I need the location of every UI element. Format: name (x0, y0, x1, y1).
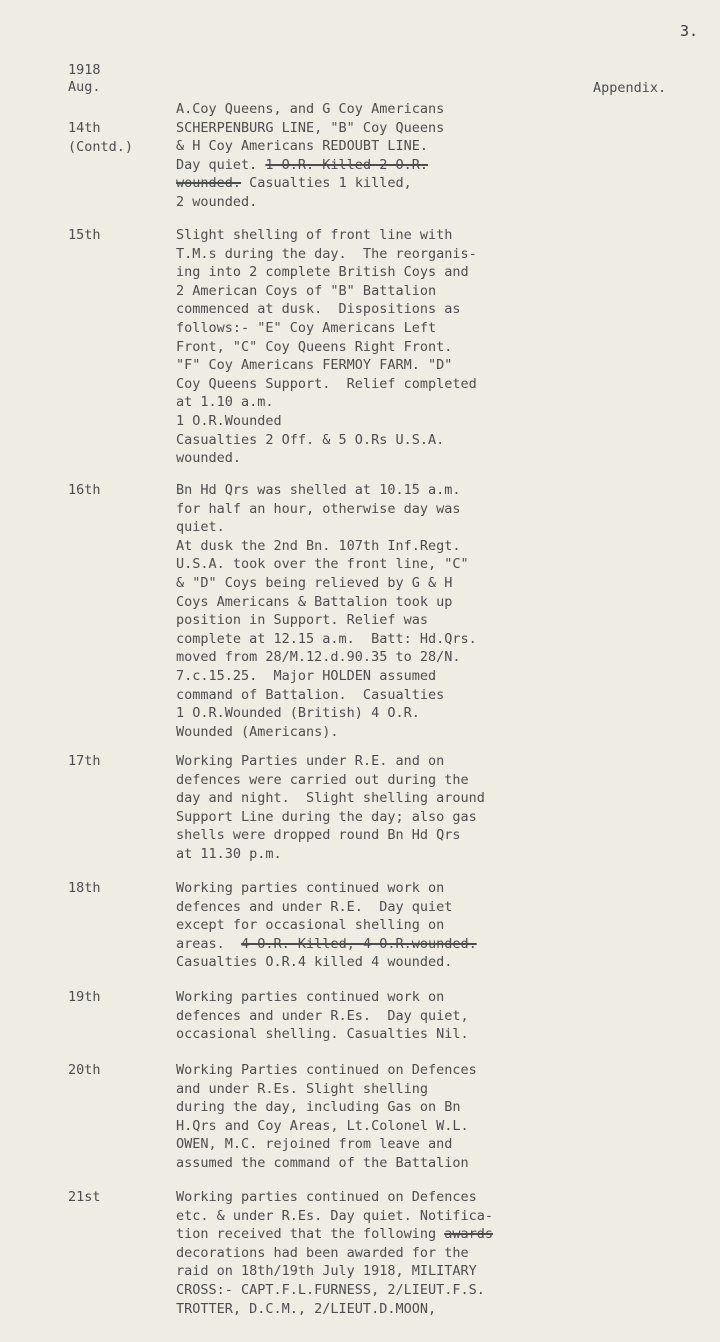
line-text: Working Parties under R.E. and on (176, 753, 445, 769)
entry-line (176, 156, 616, 175)
line-text: assumed the command of the Battalion (176, 1154, 469, 1171)
entry-date: 14th (Contd.) (68, 120, 134, 155)
line-text: Working Parties continued on Defences (176, 1062, 477, 1078)
entry-line (176, 481, 616, 500)
entry-text (176, 752, 616, 864)
entry-line (176, 137, 616, 156)
line-text: CROSS:- CAPT.F.L.FURNESS, 2/LIEUT.F.S. (176, 1281, 485, 1298)
line-text: TROTTER, D.C.M., 2/LIEUT.D.MOON, (176, 1300, 437, 1317)
entry-line (176, 555, 616, 574)
line-text: defences and under R.E. Day quiet (176, 898, 453, 915)
entry-line (176, 808, 616, 827)
line-text: Day quiet. (176, 156, 266, 173)
entry-line (176, 845, 616, 864)
entry-line (176, 935, 616, 954)
entry-line (176, 518, 616, 537)
entry-line (176, 574, 616, 593)
entry-line (176, 1098, 616, 1117)
entry-line (176, 1300, 616, 1319)
entry-line (176, 1080, 616, 1099)
line-text: tion received that the following (176, 1226, 445, 1243)
entry-date: 15th (68, 227, 101, 243)
entry-date: 21st (68, 1189, 101, 1205)
line-text: command of Battalion. Casualties (176, 686, 445, 703)
entry-line (176, 1154, 616, 1173)
entry-text (176, 226, 616, 468)
entry-text (176, 988, 616, 1044)
entry-text (176, 1188, 616, 1318)
line-text: etc. & under R.Es. Day quiet. Notifica- (176, 1207, 493, 1224)
line-text: Support Line during the day; also gas (176, 808, 477, 825)
line-text: position in Support. Relief was (176, 612, 428, 629)
entry-line (176, 282, 616, 301)
line-text: Working parties continued work on (176, 880, 445, 896)
entry-line (176, 193, 616, 212)
line-text: & "D" Coys being relieved by G & H (176, 574, 453, 591)
line-text: Wounded (Americans). (176, 723, 339, 740)
entry-line (176, 771, 616, 790)
entry-line (176, 789, 616, 808)
month-label: Aug. (68, 79, 101, 95)
line-text: 2 American Coys of "B" Battalion (176, 282, 437, 299)
entry-line (176, 1061, 616, 1080)
line-text: day and night. Slight shelling around (176, 790, 485, 807)
entry-line (176, 263, 616, 282)
entry-line (176, 1207, 616, 1226)
line-text: Bn Hd Qrs was shelled at 10.15 a.m. (176, 482, 461, 498)
line-text: quiet. (176, 519, 225, 536)
line-text: at 1.10 a.m. (176, 394, 274, 411)
entry-line (176, 100, 616, 119)
entry-line (176, 1117, 616, 1136)
line-text: Working parties continued on Defences (176, 1189, 477, 1205)
line-text: commenced at dusk. Dispositions as (176, 301, 461, 318)
entry-line (176, 356, 616, 375)
line-text: Front, "C" Coy Queens Right Front. (176, 338, 453, 355)
line-text: 2 wounded. (176, 193, 258, 210)
line-text: and under R.Es. Slight shelling (176, 1080, 428, 1097)
entry-line (176, 1025, 616, 1044)
line-text: raid on 18th/19th July 1918, MILITARY (176, 1263, 477, 1280)
entry-line (176, 226, 616, 245)
entry-line (176, 245, 616, 264)
entry-line (176, 1007, 616, 1026)
entry-line (176, 174, 616, 193)
entry-date: 17th (68, 753, 101, 769)
entry-line (176, 119, 616, 138)
line-text: defences were carried out during the (176, 771, 469, 788)
entry-line (176, 879, 616, 898)
entry-line (176, 1225, 616, 1244)
entry-line (176, 449, 616, 468)
line-text: shells were dropped round Bn Hd Qrs (176, 827, 461, 844)
entry-text (176, 481, 616, 741)
entry-line (176, 412, 616, 431)
entry-line (176, 537, 616, 556)
entry-line (176, 393, 616, 412)
line-text: follows:- "E" Coy Americans Left (176, 319, 437, 336)
entry-date: 19th (68, 989, 101, 1005)
line-text: Casualties O.R.4 killed 4 wounded. (176, 954, 453, 971)
entry-line (176, 593, 616, 612)
entry-text (176, 1061, 616, 1173)
line-text: U.S.A. took over the front line, "C" (176, 556, 469, 573)
entry-line (176, 1135, 616, 1154)
page-number: 3. (680, 22, 699, 40)
line-text: Casualties 2 Off. & 5 O.Rs U.S.A. (176, 431, 445, 448)
line-text: Slight shelling of front line with (176, 227, 453, 243)
line-text: Working parties continued work on (176, 989, 445, 1005)
line-text: OWEN, M.C. rejoined from leave and (176, 1136, 453, 1153)
entry-text (176, 879, 616, 972)
entry-line (176, 1188, 616, 1207)
entry-line (176, 686, 616, 705)
year-label: 1918 (68, 62, 101, 78)
entry-line (176, 752, 616, 771)
line-text: at 11.30 p.m. (176, 845, 282, 862)
entry-line (176, 611, 616, 630)
entry-line (176, 1244, 616, 1263)
line-text: "F" Coy Americans FERMOY FARM. "D" (176, 357, 453, 374)
entry-date: 20th (68, 1062, 101, 1078)
line-text: 1 O.R.Wounded (British) 4 O.R. (176, 705, 420, 722)
entry-line (176, 648, 616, 667)
line-text: complete at 12.15 a.m. Batt: Hd.Qrs. (176, 630, 477, 647)
entry-line (176, 723, 616, 742)
line-text: occasional shelling. Casualties Nil. (176, 1026, 469, 1043)
struck-out-text: 1-O.R.-Killed-2-O.R. (265, 156, 428, 173)
line-text: A.Coy Queens, and G Coy Americans (176, 101, 445, 117)
line-text: decorations had been awarded for the (176, 1244, 469, 1261)
entry-line (176, 500, 616, 519)
line-text: during the day, including Gas on Bn (176, 1099, 461, 1116)
line-text: H.Qrs and Coy Areas, Lt.Colonel W.L. (176, 1117, 469, 1134)
line-text: 7.c.15.25. Major HOLDEN assumed (176, 667, 437, 684)
struck-out-text: awards (444, 1226, 493, 1243)
entry-line (176, 898, 616, 917)
entry-line (176, 704, 616, 723)
entry-line (176, 1262, 616, 1281)
entry-line (176, 667, 616, 686)
entry-line (176, 431, 616, 450)
line-text: wounded. (176, 450, 242, 467)
entry-line (176, 338, 616, 357)
struck-out-text: 4-O.R.-Killed,-4-O.R.wounded. (241, 935, 477, 952)
line-text: At dusk the 2nd Bn. 107th Inf.Regt. (176, 537, 461, 554)
year-month-heading (68, 62, 101, 96)
entry-date: 16th (68, 482, 101, 498)
entry-line (176, 953, 616, 972)
line-text: Casualties 1 killed, (241, 175, 412, 192)
entry-line (176, 375, 616, 394)
appendix-heading: Appendix. (593, 80, 667, 96)
line-text: Coy Queens Support. Relief completed (176, 375, 477, 392)
line-text: for half an hour, otherwise day was (176, 500, 461, 517)
entry-line (176, 916, 616, 935)
entry-line (176, 300, 616, 319)
line-text: defences and under R.Es. Day quiet, (176, 1007, 469, 1024)
line-text: areas. (176, 935, 242, 952)
line-text: except for occasional shelling on (176, 917, 445, 934)
line-text: & H Coy Americans REDOUBT LINE. (176, 138, 428, 155)
entry-line (176, 988, 616, 1007)
entry-line (176, 630, 616, 649)
struck-out-text: wounded. (176, 175, 242, 192)
entry-date: 18th (68, 880, 101, 896)
line-text: T.M.s during the day. The reorganis- (176, 245, 477, 262)
entry-line (176, 319, 616, 338)
line-text: ing into 2 complete British Coys and (176, 264, 469, 281)
line-text: 1 O.R.Wounded (176, 412, 282, 429)
line-text: moved from 28/M.12.d.90.35 to 28/N. (176, 649, 461, 666)
entry-line (176, 1281, 616, 1300)
entry-line (176, 826, 616, 845)
line-text: SCHERPENBURG LINE, "B" Coy Queens (176, 119, 445, 136)
entry-text (176, 100, 616, 212)
line-text: Coys Americans & Battalion took up (176, 593, 453, 610)
